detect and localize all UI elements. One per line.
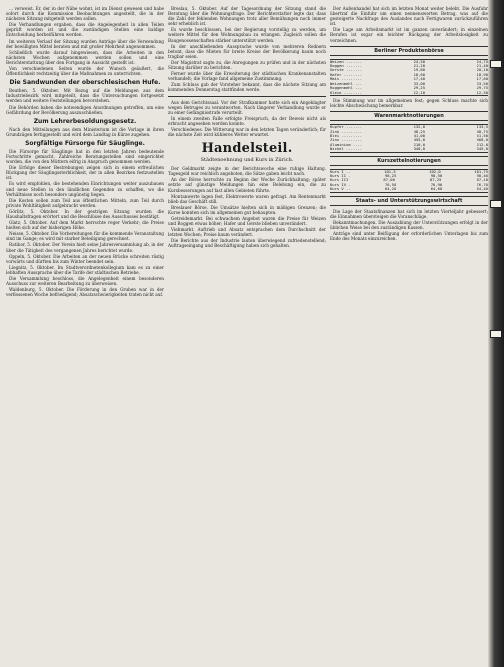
right-box-title-2: Staats- und Unterstützungswirtschaft — [330, 196, 488, 206]
left-heading-3: Sorgfältige Fürsorge für Säuglinge. — [25, 139, 145, 147]
left-column-text-2: Beuthen, 5. Oktober. Mit Bezug auf die Meldungen aus dem Industriebezirk wird mitgeteilt, dass die Untersuchungen fortgesetzt werden und weitere Feststellungen bevorstehen. Die Behörden haben die notwendigen Anordnungen getroffen, um eine Gefährdung der Bevölkerung auszuschließen. — [6, 88, 164, 115]
left-heading-1: Die Sandwunden der oberschlesischen Hufe. — [9, 79, 161, 87]
right-column-text-1: Der Außenhandel hat sich im letzten Monat weiter belebt. Die Ausfuhr übertraf die Einfuhr um einen nennenswerten Betrag, was auf die gesteigerte Nachfrage des Auslandes nach Fertigwaren zurückzuführen ist. Die Lage am Arbeitsmarkt ist im ganzen unverändert; in einzelnen Berufen ist sogar ein leichter Rückgang der Arbeitslosigkeit zu verzeichnen. — [330, 6, 488, 43]
right-column — [330, 6, 488, 661]
binding-edge — [488, 0, 504, 667]
table-row: Nickel ....... 340,0 345,0 — [330, 147, 488, 152]
table-row: Weizen ....... 24,50 24,75 — [330, 59, 488, 64]
table-row: Roggen ....... 21,20 21,40 — [330, 64, 488, 69]
right-table-title-1: Warenmarktnotierungen — [330, 111, 488, 121]
left-heading-2: Zum Lehrerbesoldungsgesetz. — [33, 117, 137, 125]
left-column-text-1: ... verweist. Er, der in der Nähe wohnt, ist im Dienst gewesen und habe sofort durch die Kommission Beobachtungen angestellt, die in der nächsten Sitzung mitgeteilt werden sollen. Die Verhandlungen ergaben, dass die Angelegenheit in allen Teilen geprüft worden ist und die zuständigen Stellen eine baldige Entscheidung herbeiführen werden. Im weiteren Verlauf der Sitzung wurden Anträge über die Verwendung der bewilligten Mittel beraten und mit großer Mehrheit angenommen. Schließlich wurde darauf hingewiesen, dass die Arbeiten in den nächsten Wochen aufgenommen werden sollen und eine Berichterstattung über den Fortgang in Aussicht gestellt ist. Von verschiedenen Seiten wurde der Wunsch geäußert, die Öffentlichkeit rechtzeitig über die Maßnahmen zu unterrichten. — [6, 6, 164, 77]
table-row: Mais ......... 17,40 17,60 — [330, 77, 488, 82]
middle-column-text-1: Breslau, 5. Oktober. Auf der Tagesordnung der Sitzung stand die Beratung über die Wohnungsfrage. Der Berichterstatter legte dar, dass die Zahl der fehlenden Wohnungen trotz aller Bemühungen noch immer sehr erheblich ist. Es wurde beschlossen, bei der Regierung vorstellig zu werden, um weitere Mittel für den Wohnungsbau zu erlangen. Zugleich sollen die Baugenossenschaften stärker unterstützt werden. In der anschließenden Aussprache wurde von mehreren Rednern betont, dass die Mieten für breite Kreise der Bevölkerung kaum noch tragbar seien. Der Magistrat sagte zu, die Anregungen zu prüfen und in der nächsten Sitzung darüber zu berichten. Ferner wurde über die Erweiterung der städtischen Krankenanstalten verhandelt; die Vorlage fand allgemeine Zustimmung. Zum Schluss gab der Vorsteher bekannt, dass die nächste Sitzung am kommenden Donnerstag stattfinden werde. — [168, 6, 326, 93]
section-subtitle: Städtenoehnung und Kurs in Zürich. — [200, 157, 294, 164]
table-row: Zink ......... 48,25 48,75 — [330, 129, 488, 134]
middle-column-text-3: Der Geldmarkt zeigte in der Berichtswoche eine ruhige Haltung. Tagesgeld war reichlich angeboten, die Sätze gaben leicht nach. An der Börse herrschte zu Beginn der Woche Zurückhaltung; später setzte auf günstige Meldungen hin eine Belebung ein, die zu Kursbesserungen auf fast allen Gebieten führte. Montanwerte lagen fest, Elektrowerte waren gefragt. Am Rentenmarkt blieb das Geschäft still. Breslauer Börse. Die Umsätze hielten sich in mäßigen Grenzen; die Kurse konnten sich im allgemeinen gut behaupten. Getreidemarkt. Bei schwachem Angebot waren die Preise für Weizen und Roggen etwas höher; Hafer und Gerste blieben unverändert. Viehmarkt. Auftrieb und Absatz entsprachen dem Durchschnitt der letzten Wochen; Preise kaum verändert. Die Berichte aus der Industrie lauten überwiegend zufriedenstellend; Auftragseingang und Beschäftigung haben sich gehalten. — [168, 166, 326, 249]
table-row: Kurs II . 98,25 98,50 98,40 — [330, 173, 488, 178]
edge-tab — [490, 60, 502, 68]
left-column-text-4: Die Fürsorge für Säuglinge hat in den letzten Jahren bedeutende Fortschritte gemacht. Zahlreiche Beratungsstellen sind eingerichtet worden, die von den Müttern eifrig in Anspruch genommen werden. Die Erfolge dieser Bestrebungen zeigen sich in einem erfreulichen Rückgang der Säuglingssterblichkeit, der in allen Bezirken festzustellen ist. Es wird empfohlen, die bestehenden Einrichtungen weiter auszubauen und neue Stellen in den ländlichen Gegenden zu schaffen, wo die Verhältnisse noch besonders ungünstig liegen. Die Kosten sollen zum Teil aus öffentlichen Mitteln, zum Teil durch private Wohltätigkeit aufgebracht werden. Görlitz, 5. Oktober. In der gestrigen Sitzung wurden die Haushaltsfragen erörtert und die Beschlüsse des Ausschusses bestätigt. Glatz, 5. Oktober. Auf dem Markt herrschte reger Verkehr; die Preise hielten sich auf der bisherigen Höhe. Neisse, 5. Oktober. Die Vorbereitungen für die kommende Veranstaltung sind im Gange; es wird mit starker Beteiligung gerechnet. Ratibor, 5. Oktober. Der Verein hielt seine Jahresversammlung ab, in der über die Tätigkeit des vergangenen Jahres berichtet wurde. Oppeln, 5. Oktober. Die Arbeiten an der neuen Brücke schreiten rüstig vorwärts und dürften bis zum Winter beendet sein. Liegnitz, 5. Oktober. Im Stadtverordnetenkollegium kam es zu einer lebhaften Aussprache über die Tarife der städtischen Betriebe. Die Versammlung beschloss, die Angelegenheit einem besonderen Ausschuss zur weiteren Bearbeitung zu überweisen. Waldenburg, 5. Oktober. Die Förderung in den Gruben war in der verflossenen Woche befriedigend; Absatzschwierigkeiten traten nicht auf. — [6, 148, 164, 298]
edge-tab — [490, 330, 502, 338]
edge-tab — [490, 200, 502, 208]
table-row: Kurs IV . 76,50 76,90 76,70 — [330, 182, 488, 187]
right-box-title-1: Berliner Produktenbörse — [330, 46, 488, 56]
left-column — [6, 6, 164, 661]
right-table-title-2: Kurszettelnotierungen — [330, 156, 488, 166]
price-table-2 — [330, 124, 488, 152]
middle-column-text-2: Aus dem Gerichtssaal. Vor der Strafkammer hatte sich ein Angeklagter wegen Betruges zu verantworten. Nach längerer Verhandlung wurde er zu einer Gefängnisstrafe verurteilt. In einem zweiten Falle erfolgte Freispruch, da der Beweis nicht als erbracht angesehen werden konnte. Verschiedenes. Die Witterung war in den letzten Tagen veränderlich; für die nächste Zeit wird kühleres Wetter erwartet. — [168, 99, 326, 138]
table-row: Kleie ........ 12,10 12,30 — [330, 90, 488, 95]
table-row: Weizenmehl ... 33,00 33,50 — [330, 81, 488, 86]
right-column-text-2: Die Stimmung war im allgemeinen fest; gegen Schluss machte sich leichte Abschwächung bemerkbar. — [330, 97, 488, 108]
left-column-text-3: Nach den Mitteilungen aus dem Ministerium ist die Vorlage in ihren Grundzügen fertiggestellt und wird dem Landtag in Kürze zugehen. — [6, 126, 164, 137]
table-row: Roggenmehl ... 29,25 29,75 — [330, 86, 488, 91]
table-row: Kurs III 87,00 87,25 87,10 — [330, 178, 488, 183]
table-row: Zinn ......... 455,0 460,0 — [330, 138, 488, 143]
table-row: Aluminium .... 210,0 212,0 — [330, 142, 488, 147]
middle-rule-1 — [168, 96, 326, 97]
price-table-3 — [330, 169, 488, 193]
middle-column — [168, 6, 326, 661]
table-row: Blei ......... 41,00 41,50 — [330, 133, 488, 138]
table-row: Kurs I .. 101,5 102,0 101,75 — [330, 169, 488, 174]
right-column-text-3: Die Lage der Staatsfinanzen hat sich im letzten Vierteljahr gebessert; die Einnahmen übersteigen die Voranschläge. Bekanntmachungen. Die Auszahlung der Unterstützungen erfolgt in der üblichen Weise bei den zuständigen Kassen. Anträge sind unter Beifügung der erforderlichen Unterlagen bis zum Ende des Monats einzureichen. — [330, 208, 488, 242]
table-row: Kupfer ....... 132,0 133,5 — [330, 125, 488, 130]
price-table-1 — [330, 59, 488, 96]
table-row: Hafer ........ 18,60 18,90 — [330, 72, 488, 77]
section-title: Handelsteil. — [201, 141, 293, 157]
table-row: Gerste ....... 19,80 20,10 — [330, 68, 488, 73]
table-row: Kurs V .. 64,20 64,60 64,40 — [330, 187, 488, 192]
